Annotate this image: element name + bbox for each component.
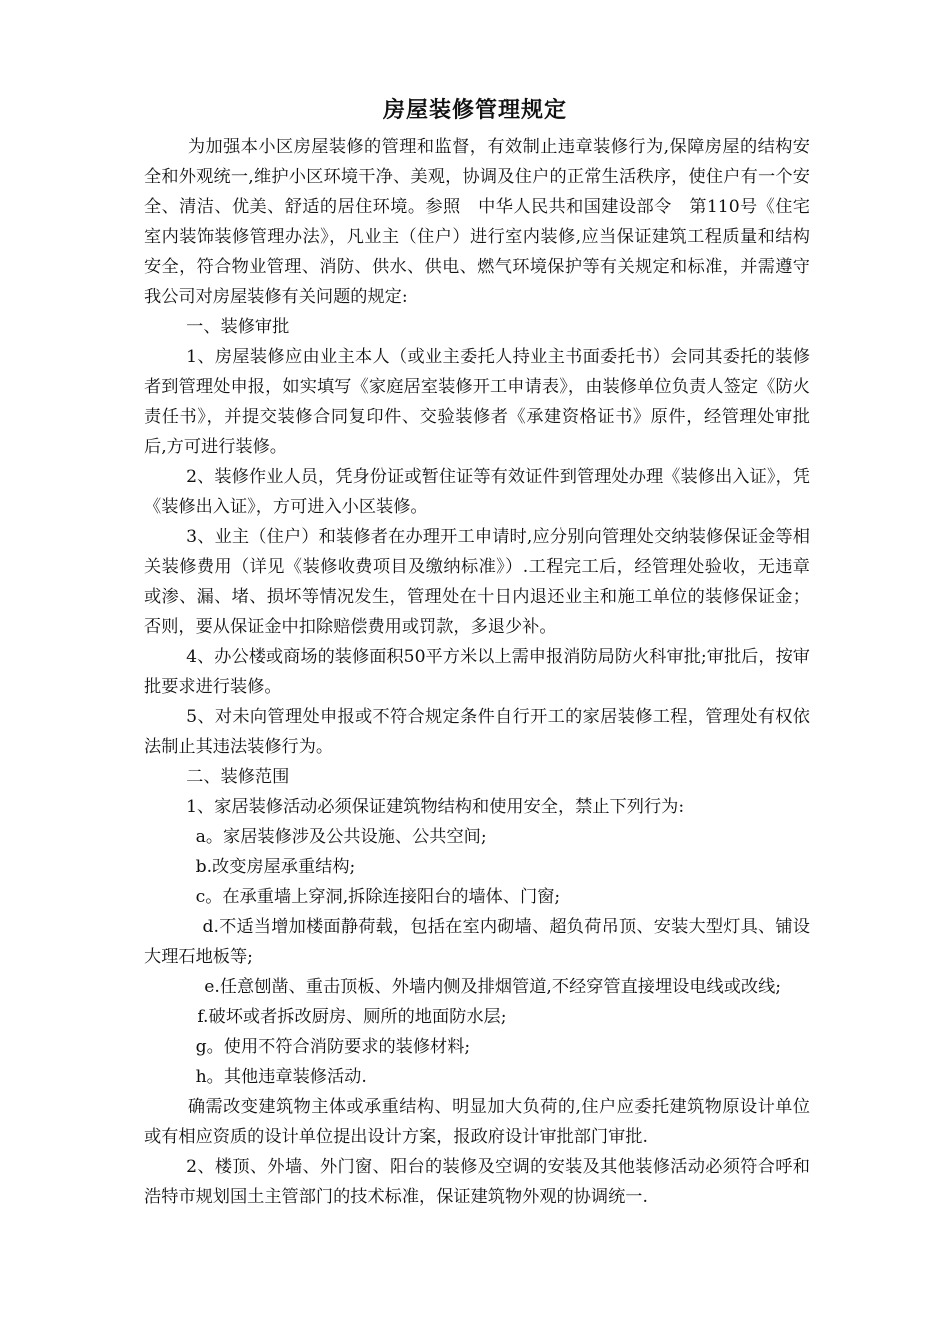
prohibited-item-g: g。使用不符合消防要求的装修材料; (195, 1037, 471, 1057)
structural-change-note: 确需改变建筑物主体或承重结构、明显加大负荷的,住户应委托建筑物原设计单位或有相应资质的设计单位提出设计方案，报政府设计审批部门审批. (144, 1097, 810, 1147)
approval-item-2: 2、装修作业人员，凭身份证或暂住证等有效证件到管理处办理《装修出入证》，凭《装修出入证》，方可进入小区装修。 (144, 467, 810, 517)
approval-item-3: 3、业主（住户）和装修者在办理开工申请时,应分别向管理处交纳装修保证金等相关装修费用（详见《装修收费项目及缴纳标准》）.工程完工后，经管理处验收，无违章或渗、漏、堵、损坏等情况发生，管理处在十日内退还业主和施工单位的装修保证金；否则，要从保证金中扣除赔偿费用或罚款，多退少补。 (144, 527, 810, 637)
prohibited-item-h: h。其他违章装修活动. (195, 1067, 367, 1087)
document-body (144, 132, 810, 1212)
prohibited-item-c: c。在承重墙上穿洞,拆除连接阳台的墙体、门窗; (195, 887, 561, 907)
prohibited-item-b: b.改变房屋承重结构; (195, 857, 356, 877)
prohibited-item-d: d.不适当增加楼面静荷载，包括在室内砌墙、超负荷吊顶、安装大型灯具、铺设大理石地板等; (144, 917, 810, 967)
document-title: 房屋装修管理规定 (382, 98, 567, 123)
section-heading-scope: 二、装修范围 (186, 767, 290, 787)
prohibited-item-f: f.破坏或者拆改厨房、厕所的地面防水层; (197, 1007, 507, 1027)
scope-item-2: 2、楼顶、外墙、外门窗、阳台的装修及空调的安装及其他装修活动必须符合呼和浩特市规划国土主管部门的技术标准，保证建筑物外观的协调统一. (144, 1157, 810, 1207)
approval-item-1: 1、房屋装修应由业主本人（或业主委托人持业主书面委托书）会同其委托的装修者到管理处申报，如实填写《家庭居室装修开工申请表》，由装修单位负责人签定《防火责任书》，并提交装修合同复印件、交验装修者《承建资格证书》原件，经管理处审批后,方可进行装修。 (144, 347, 810, 457)
intro-paragraph: 为加强本小区房屋装修的管理和监督，有效制止违章装修行为,保障房屋的结构安全和外观统一,维护小区环境干净、美观，协调及住户的正常生活秩序，使住户有一个安全、清洁、优美、舒适的居住环境。参照 中华人民共和国建设部令 第110号《住宅室内装饰装修管理办法》，凡业主（住户）进行室内装修,应当保证建筑工程质量和结构安全，符合物业管理、消防、供水、供电、燃气环境保护等有关规定和标准，并需遵守我公司对房屋装修有关问题的规定: (144, 137, 810, 307)
approval-item-4: 4、办公楼或商场的装修面积50平方米以上需申报消防局防火科审批;审批后，按审批要求进行装修。 (144, 647, 810, 697)
section-heading-approval: 一、装修审批 (186, 317, 290, 337)
scope-item-1: 1、家居装修活动必须保证建筑物结构和使用安全，禁止下列行为: (186, 797, 685, 817)
prohibited-item-e: e.任意刨凿、重击顶板、外墙内侧及排烟管道,不经穿管直接埋设电线或改线; (204, 977, 782, 997)
approval-item-5: 5、对未向管理处申报或不符合规定条件自行开工的家居装修工程，管理处有权依法制止其违法装修行为。 (144, 707, 810, 757)
prohibited-item-a: a。家居装修涉及公共设施、公共空间; (195, 827, 487, 847)
